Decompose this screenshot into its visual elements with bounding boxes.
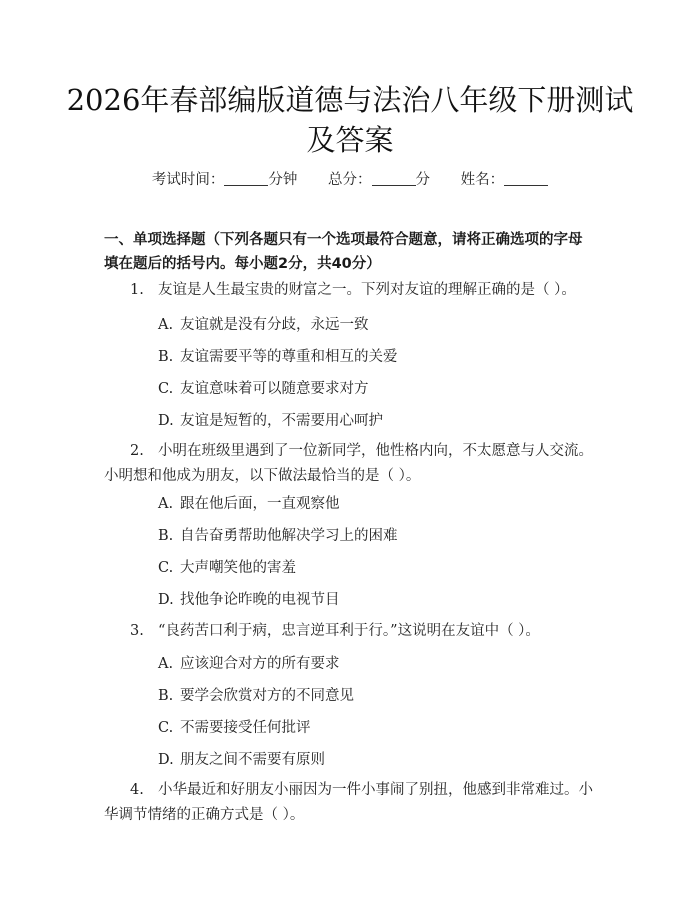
option-1d: [158, 409, 383, 430]
section-heading: 一、单项选择题（下列各题只有一个选项最符合题意，请将正确选项的字母填在题后的括号内。每小题2分，共40分）: [104, 232, 583, 272]
option-text: 友谊需要平等的尊重和相互的关爱: [180, 349, 398, 365]
question-number: 1.: [130, 282, 144, 298]
option-letter: B.: [158, 528, 174, 544]
option-3d: [158, 748, 325, 769]
option-letter: D.: [158, 752, 174, 768]
option-letter: D.: [158, 413, 174, 429]
option-1b: [158, 345, 398, 366]
question-3: [104, 619, 598, 644]
option-letter: A.: [158, 496, 174, 512]
time-label: 考试时间：: [151, 172, 225, 188]
option-3b: [158, 684, 354, 705]
option-text: 找他争论昨晚的电视节目: [180, 592, 340, 608]
option-letter: A.: [158, 317, 174, 333]
option-text: 大声嘲笑他的害羞: [180, 560, 296, 576]
option-2b: [158, 524, 398, 545]
question-4: [104, 778, 598, 828]
question-text: “良药苦口利于病，忠言逆耳利于行。”这说明在友谊中（ ）。: [158, 623, 540, 639]
option-letter: C.: [158, 560, 174, 576]
option-text: 友谊意味着可以随意要求对方: [180, 381, 369, 397]
name-blank: [504, 185, 548, 186]
question-number: 4.: [130, 782, 144, 798]
option-letter: D.: [158, 592, 174, 608]
option-3c: [158, 716, 311, 737]
score-field: [328, 172, 430, 188]
question-2: [104, 439, 598, 489]
option-letter: A.: [158, 656, 174, 672]
option-2a: [158, 492, 340, 513]
question-number: 3.: [130, 623, 144, 639]
option-letter: C.: [158, 381, 174, 397]
option-text: 要学会欣赏对方的不同意见: [180, 688, 354, 704]
time-unit: 分钟: [268, 172, 298, 188]
option-1c: [158, 377, 369, 398]
exam-meta: [0, 168, 700, 189]
option-text: 友谊就是没有分歧，永远一致: [180, 317, 369, 333]
option-3a: [158, 652, 340, 673]
option-text: 应该迎合对方的所有要求: [180, 656, 340, 672]
question-1: [104, 278, 598, 303]
option-2c: [158, 556, 296, 577]
question-text: 友谊是人生最宝贵的财富之一。下列对友谊的理解正确的是（ ）。: [158, 282, 576, 298]
score-blank: [372, 185, 416, 186]
option-text: 朋友之间不需要有原则: [180, 752, 325, 768]
exam-title-line1: 2026年春部编版道德与法治八年级下册测试: [66, 83, 634, 117]
time-blank: [224, 185, 268, 186]
question-text: 小明在班级里遇到了一位新同学，他性格内向，不太愿意与人交流。小明想和他成为朋友，以下做法最恰当的是（ ）。: [104, 443, 593, 484]
exam-title-line2: 及答案: [306, 123, 394, 157]
option-letter: C.: [158, 720, 174, 736]
question-text: 小华最近和好朋友小丽因为一件小事闹了别扭，他感到非常难过。小华调节情绪的正确方式是（ ）。: [104, 782, 593, 823]
option-letter: B.: [158, 688, 174, 704]
score-unit: 分: [415, 172, 430, 188]
option-letter: B.: [158, 349, 174, 365]
option-text: 跟在他后面，一直观察他: [180, 496, 340, 512]
option-1a: [158, 313, 369, 334]
score-label: 总分：: [328, 172, 372, 188]
time-field: [152, 172, 298, 188]
option-text: 自告奋勇帮助他解决学习上的困难: [180, 528, 398, 544]
option-text: 不需要接受任何批评: [180, 720, 311, 736]
name-label: 姓名：: [460, 172, 505, 188]
option-text: 友谊是短暂的，不需要用心呵护: [180, 413, 383, 429]
option-2d: [158, 588, 340, 609]
exam-title: [0, 80, 700, 160]
question-number: 2.: [130, 443, 144, 459]
name-field: [461, 172, 549, 188]
